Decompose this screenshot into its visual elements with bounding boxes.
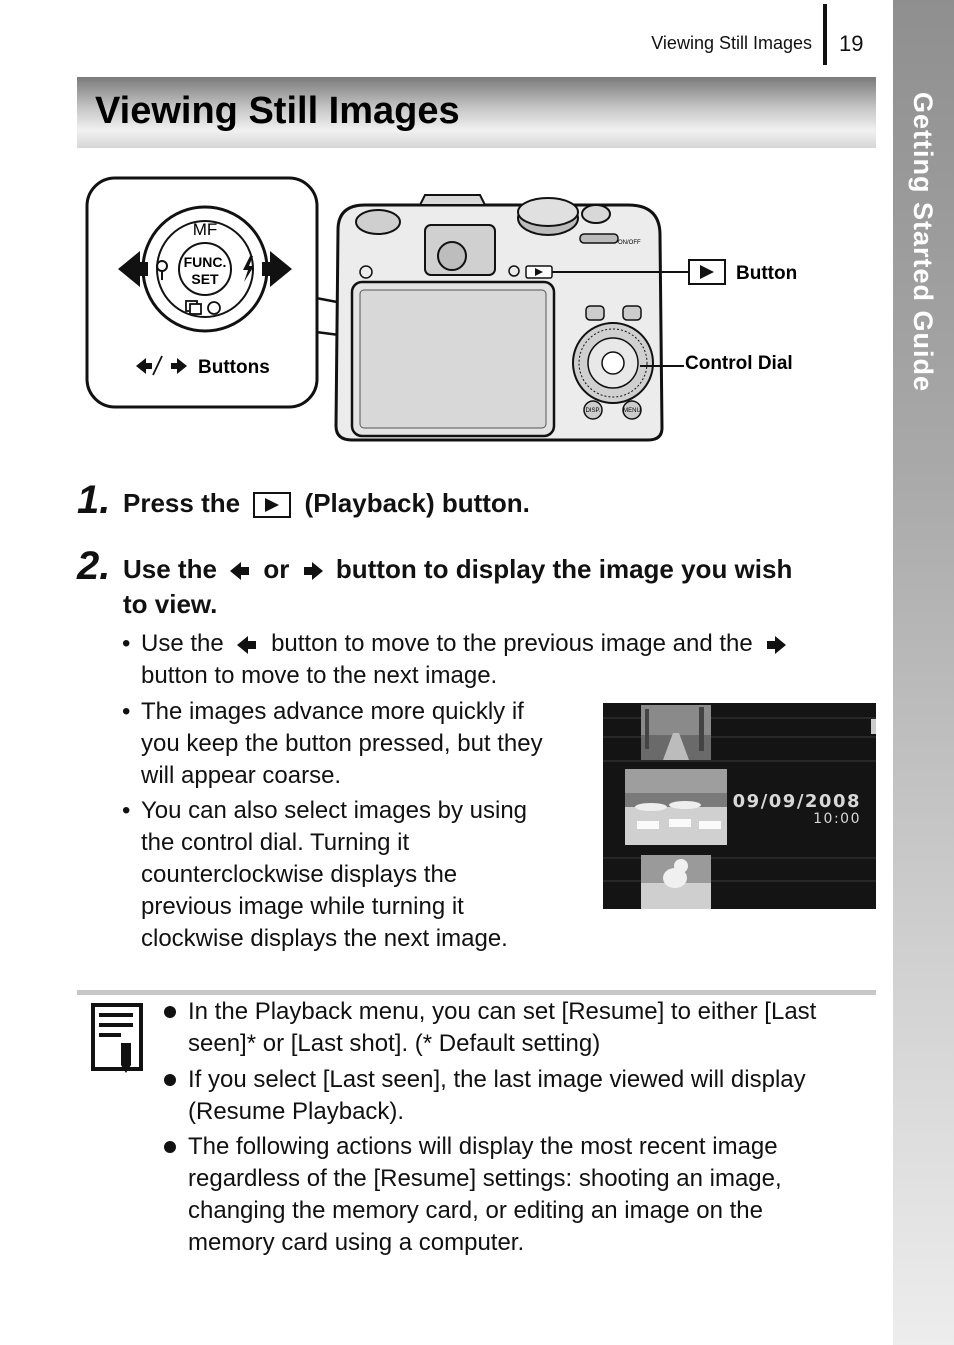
- note-3-line-1: The following actions will display the most recent image: [188, 1133, 778, 1160]
- step-1-text: [123, 488, 530, 519]
- bullet-dot: •: [122, 698, 131, 725]
- note-3-line-3: changing the memory card, or editing an image on the: [188, 1197, 764, 1224]
- disp-label: DISP.: [585, 408, 601, 414]
- chapter-side-label: Getting Started Guide: [908, 92, 938, 393]
- left-arrow-icon: [228, 560, 252, 582]
- note-3-line-4: memory card using a computer.: [188, 1229, 525, 1256]
- step-1-post: (Playback) button.: [304, 488, 530, 518]
- bullet-3: [141, 795, 527, 955]
- header-divider: [823, 4, 827, 65]
- running-header: Viewing Still Images: [651, 33, 812, 53]
- menu-label: MENU: [623, 408, 641, 414]
- bullet-3-line-1: You can also select images by using: [141, 797, 528, 824]
- screen-time: 10:00: [813, 811, 861, 827]
- page-title: Viewing Still Images: [95, 90, 460, 132]
- note-1-line-2: seen]* or [Last shot]. (* Default setting): [188, 1030, 601, 1057]
- note-bullet: [164, 1006, 176, 1018]
- bullet-1-part-1: Use the: [141, 630, 224, 657]
- note-2-line-1: If you select [Last seen], the last image viewed will display: [188, 1066, 806, 1093]
- bullet-2-line-1: The images advance more quickly if: [141, 698, 524, 725]
- step-2-post: button to display the image you wish: [335, 554, 793, 584]
- step-2-mid: or: [263, 554, 290, 584]
- buttons-label: Buttons: [198, 357, 270, 378]
- right-arrow-icon: [764, 634, 788, 656]
- note-3: [188, 1131, 782, 1259]
- bullet-2: [141, 696, 543, 792]
- dial-func-label: FUNC.: [183, 254, 227, 270]
- bullet-1: [141, 628, 793, 692]
- step-2-text: [123, 554, 792, 585]
- step-1-pre: Press the: [123, 488, 241, 518]
- bullet-dot: •: [122, 797, 131, 824]
- dial-mf-label: MF: [192, 220, 218, 239]
- memo-icon: [91, 1003, 145, 1075]
- note-bullet: [164, 1141, 176, 1153]
- bullet-1-part-2: button to move to the previous image and the: [271, 630, 753, 657]
- bullet-3-line-2: the control dial. Turning it: [141, 829, 410, 856]
- onoff-label: ON/OFF: [618, 240, 641, 246]
- left-arrow-icon: [235, 634, 259, 656]
- playback-screen-art: [603, 703, 876, 909]
- note-bullet: [164, 1074, 176, 1086]
- screen-date: 09/09/2008: [732, 791, 861, 812]
- step-2-pre: Use the: [123, 554, 217, 584]
- bullet-1-part-3: button to move to the next image.: [141, 662, 498, 689]
- camera-figure: [80, 170, 820, 450]
- thumbnail-dog: [641, 855, 711, 909]
- step-2-line2: to view.: [123, 589, 218, 619]
- step-1-number: 1.: [77, 478, 111, 522]
- playback-icon: [253, 492, 291, 518]
- bullet-3-line-4: previous image while turning it: [141, 893, 464, 920]
- thumbnail-forest: [641, 705, 711, 760]
- right-arrow-icon: [301, 560, 325, 582]
- playback-screen-image: [603, 703, 876, 909]
- note-divider: [77, 990, 876, 995]
- bullet-3-line-3: counterclockwise displays the: [141, 861, 458, 888]
- control-dial-label: Control Dial: [685, 353, 793, 374]
- step-2-number: 2.: [77, 544, 111, 588]
- dial-set-label: SET: [191, 271, 219, 287]
- note-2-line-2: (Resume Playback).: [188, 1098, 405, 1125]
- bullet-2-line-2: you keep the button pressed, but they: [141, 730, 543, 757]
- note-1-line-1: In the Playback menu, you can set [Resume] to either [Last: [188, 998, 817, 1025]
- note-2: [188, 1064, 806, 1128]
- note-3-line-2: regardless of the [Resume] settings: shooting an image,: [188, 1165, 782, 1192]
- bullet-3-line-5: clockwise displays the next image.: [141, 925, 508, 952]
- bullet-2-line-3: will appear coarse.: [141, 762, 342, 789]
- page-number: 19: [839, 31, 864, 56]
- bullet-dot: •: [122, 630, 131, 657]
- note-1: [188, 996, 816, 1060]
- thumbnail-beach: [625, 769, 727, 845]
- playback-button-label: Button: [736, 263, 798, 284]
